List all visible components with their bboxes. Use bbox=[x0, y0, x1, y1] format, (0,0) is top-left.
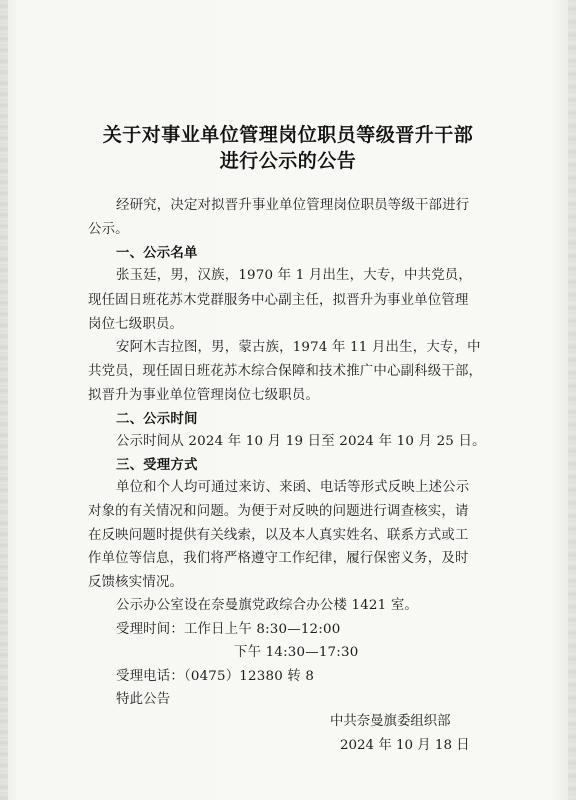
closing-phrase: 特此公告 bbox=[116, 692, 171, 707]
reception-phone: 受理电话：（0475）12380 转 8 bbox=[116, 669, 315, 684]
section-1-heading: 一、公示名单 bbox=[116, 245, 198, 261]
issue-date: 2024 年 10 月 18 日 bbox=[340, 738, 470, 753]
person-1-line-2: 现任固日班花苏木党群服务中心副主任，拟晋升为事业单位管理 bbox=[88, 293, 469, 308]
feedback-para-line-1: 单位和个人均可通过来访、来函、电话等形式反映上述公示 bbox=[116, 480, 470, 495]
person-1-line-3: 岗位七级职员。 bbox=[88, 317, 184, 332]
intro-line-2: 公示。 bbox=[88, 222, 129, 237]
reception-hours-pm: 下午 14:30—17:30 bbox=[234, 645, 359, 660]
person-2-line-1: 安阿木吉拉图，男，蒙古族，1974 年 11 月出生，大专，中 bbox=[116, 340, 481, 355]
section-3-heading: 三、受理方式 bbox=[116, 457, 198, 473]
person-1-line-1: 张玉廷，男，汉族，1970 年 1 月出生，大专，中共党员， bbox=[116, 268, 472, 283]
feedback-para-line-3: 在反映问题时提供有关线索，以及本人真实姓名、联系方式或工 bbox=[88, 528, 469, 543]
feedback-para-line-5: 反馈核实情况。 bbox=[88, 575, 184, 590]
intro-line-1: 经研究，决定对拟晋升事业单位管理岗位职员等级干部进行 bbox=[116, 198, 470, 213]
office-location: 公示办公室设在奈曼旗党政综合办公楼 1421 室。 bbox=[116, 598, 419, 613]
reception-hours-am: 受理时间：工作日上午 8:30—12:00 bbox=[116, 622, 341, 637]
document-title-line-2: 进行公示的公告 bbox=[219, 150, 357, 172]
person-2-line-2: 共党员，现任固日班花苏木综合保障和技术推广中心副科级干部， bbox=[88, 364, 483, 379]
feedback-para-line-4: 作单位等信息，我们将严格遵守工作纪律，履行保密义务，及时 bbox=[88, 551, 469, 566]
issuing-organization: 中共奈曼旗委组织部 bbox=[330, 714, 451, 729]
section-2-heading: 二、公示时间 bbox=[116, 411, 198, 427]
person-2-line-3: 拟晋升为事业单位管理岗位七级职员。 bbox=[88, 388, 320, 403]
publicity-period: 公示时间从 2024 年 10 月 19 日至 2024 年 10 月 25 日。 bbox=[116, 434, 486, 449]
feedback-para-line-2: 对象的有关情况和问题。为便于对反映的问题进行调查核实，请 bbox=[88, 504, 469, 519]
document-title-line-1: 关于对事业单位管理岗位职员等级晋升干部 bbox=[102, 124, 474, 146]
